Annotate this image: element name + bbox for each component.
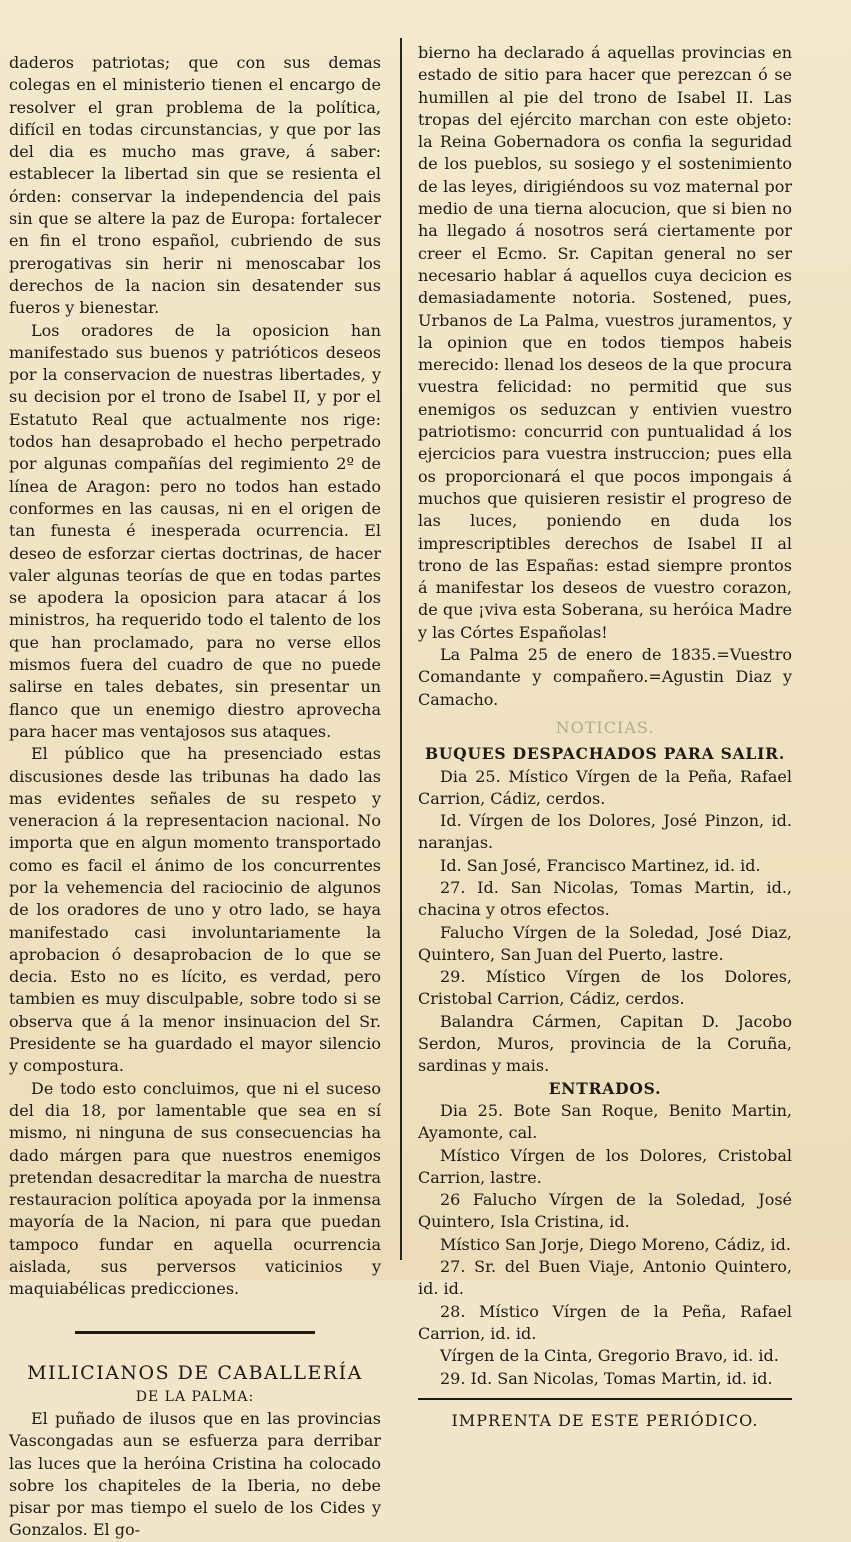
section-paragraph: El puñado de ilusos que en las provincias Vascongadas aun se esfuerza para derribar las luces que la heróina Cristina ha colocado sobre los chapiteles de la Iberia, no debe pisar por mas tiempo el suelo de los Cides y Gonzalos. El go- bbox=[9, 1408, 381, 1540]
footer-rule bbox=[418, 1398, 792, 1400]
list-item: Falucho Vírgen de la Soledad, José Diaz, Quintero, San Juan del Puerto, lastre. bbox=[418, 922, 792, 964]
left-paragraph-1: daderos patriotas; que con sus demas colegas en el ministerio tienen el encargo de resolver el gran problema de la política, difícil en todas circunstancias, y que por las del dia es mucho mas grave, á saber: establecer la libertad sin que se resienta el órden: conservar la independencia del pais sin que se altere la paz de Europa: fortalecer en fin el trono español, cubriendo de sus prerogativas sin herir ni menoscabar los derechos de la nacion sin desatender sus fueros y bienestar. bbox=[9, 53, 381, 318]
list-item: Místico San Jorje, Diego Moreno, Cádiz, id. bbox=[440, 1234, 791, 1254]
left-column bbox=[9, 52, 381, 1542]
section-separator bbox=[75, 1331, 315, 1334]
heading-entrados: ENTRADOS. bbox=[548, 1078, 662, 1098]
left-paragraph-2: Los oradores de la oposicion han manifestado sus buenos y patrióticos deseos por la conservacion de nuestras libertades, y su decision por el trono de Isabel II, y por el Estatuto Real que actualmente nos rige: todos han desaprobado el hecho perpetrado por algunas compañías del regimiento 2º de línea de Aragon: pero no todos han estado conformes en las causas, ni en el origen de tan funesta é inesperada ocurrencia. El deseo de esforzar ciertas doctrinas, de hacer valer algunas teorías de que en todas partes se apodera la oposicion para atacar á los ministros, ha requerido todo el talento de los que han proclamado, para no verse ellos mismos fuera del cuadro de que no puede salirse en tales debates, sin presentar un flanco que un enemigo diestro aprovecha para hacer mas ventajosos sus ataques. bbox=[9, 320, 381, 741]
list-item: 27. Id. San Nicolas, Tomas Martin, id., chacina y otros efectos. bbox=[418, 877, 792, 920]
section-subtitle: DE LA PALMA: bbox=[135, 1388, 255, 1405]
list-item: Místico Vírgen de los Dolores, Cristobal Carrion, lastre. bbox=[418, 1145, 792, 1187]
right-paragraph-1: bierno ha declarado á aquellas provincias en estado de sitio para hacer que perezcan ó se humillen al pie del trono de Isabel II. Las tropas del ejército marchan con este objeto: la Reina Gobernadora os confia la seguridad de los pueblos, su sosiego y el sostenimiento de las leyes, dirigiéndoos su voz maternal por medio de una tierna alocucion, que si bien no ha llegado á nosotros será ciertamente por creer el Ecmo. Sr. Capitan general no ser necesario hablar á aquellos cuya decicion es demasiadamente notoria. Sostened, pues, Urbanos de La Palma, vuestros juramentos, y la opinion que en todos tiempos habeis merecido: llenad los deseos de la que procura vuestra felicidad: no permitid que sus enemigos os seduzcan y entivien vuestro patriotismo: concurrid con puntualidad á los ejercicios para vuestra instruccion; pues ella os proporcionará el que pocos impongais á muchos que quisieren resistir el progreso de las luces, poniendo en duda los imprescriptibles derechos de Isabel II al trono de las Españas: estad siempre prontos á manifestar los deseos de vuestro corazon, de que ¡viva esta Soberana, su heróica Madre y las Córtes Españolas! bbox=[418, 43, 792, 642]
right-column bbox=[418, 42, 792, 1432]
list-item: Dia 25. Bote San Roque, Benito Martin, Ayamonte, cal. bbox=[418, 1100, 792, 1143]
list-item: Id. San José, Francisco Martinez, id. id. bbox=[440, 855, 761, 875]
list-item: Balandra Cármen, Capitan D. Jacobo Serdon, Muros, provincia de la Coruña, sardinas y mais. bbox=[418, 1011, 792, 1076]
list-item: 26 Falucho Vírgen de la Soledad, José Quintero, Isla Cristina, id. bbox=[418, 1190, 792, 1232]
list-item: 29. Místico Vírgen de los Dolores, Cristobal Carrion, Cádiz, cerdos. bbox=[418, 967, 792, 1009]
right-signature: La Palma 25 de enero de 1835.=Vuestro Comandante y compañero.=Agustin Diaz y Camacho. bbox=[418, 645, 792, 709]
left-paragraph-3: El público que ha presenciado estas discusiones desde las tribunas ha dado las mas evidentes señales de su respeto y veneracion á la representacion nacional. No importa que en algun momento transportado como es facil el ánimo de los concurrentes por la vehemencia del raciocinio de algunos de los oradores de uno y otro lado, se haya manifestado casi involuntariamente la aprobacion ó desaprobacion de lo que se decia. Esto no es lícito, es verdad, pero tambien es muy disculpable, sobre todo si se observa que á la menor insinuacion del Sr. Presidente se ha guardado el mayor silencio y compostura. bbox=[9, 744, 381, 1076]
list-item: Vírgen de la Cinta, Gregorio Bravo, id. id. bbox=[440, 1346, 779, 1366]
list-item: 29. Id. San Nicolas, Tomas Martin, id. id. bbox=[440, 1368, 773, 1388]
list-item: 27. Sr. del Buen Viaje, Antonio Quintero, id. id. bbox=[418, 1257, 792, 1299]
section-title: MILICIANOS DE CABALLERÍA bbox=[27, 1361, 363, 1384]
left-paragraph-4: De todo esto concluimos, que ni el suceso del dia 18, por lamentable que sea en sí mismo, ni ninguna de sus consecuencias ha dado márgen para que nuestros enemigos pretendan desacreditar la marcha de nuestra restauracion política apoyada por la inmensa mayoría de la Nacion, ni para que puedan tampoco fundar en aquella ocurrencia aislada, sus perversos vaticinios y maquiabélicas predicciones. bbox=[9, 1078, 381, 1299]
faded-heading: NOTICIAS. bbox=[555, 717, 655, 737]
heading-despachados: BUQUES DESPACHADOS PARA SALIR. bbox=[424, 744, 786, 764]
imprint-footer: IMPRENTA DE ESTE PERIÓDICO. bbox=[451, 1410, 759, 1430]
list-item: Id. Vírgen de los Dolores, José Pinzon, id. naranjas. bbox=[418, 811, 792, 853]
list-item: Dia 25. Místico Vírgen de la Peña, Rafael Carrion, Cádiz, cerdos. bbox=[418, 766, 792, 808]
list-item: 28. Místico Vírgen de la Peña, Rafael Carrion, id. id. bbox=[418, 1301, 792, 1343]
column-divider bbox=[400, 38, 402, 1260]
